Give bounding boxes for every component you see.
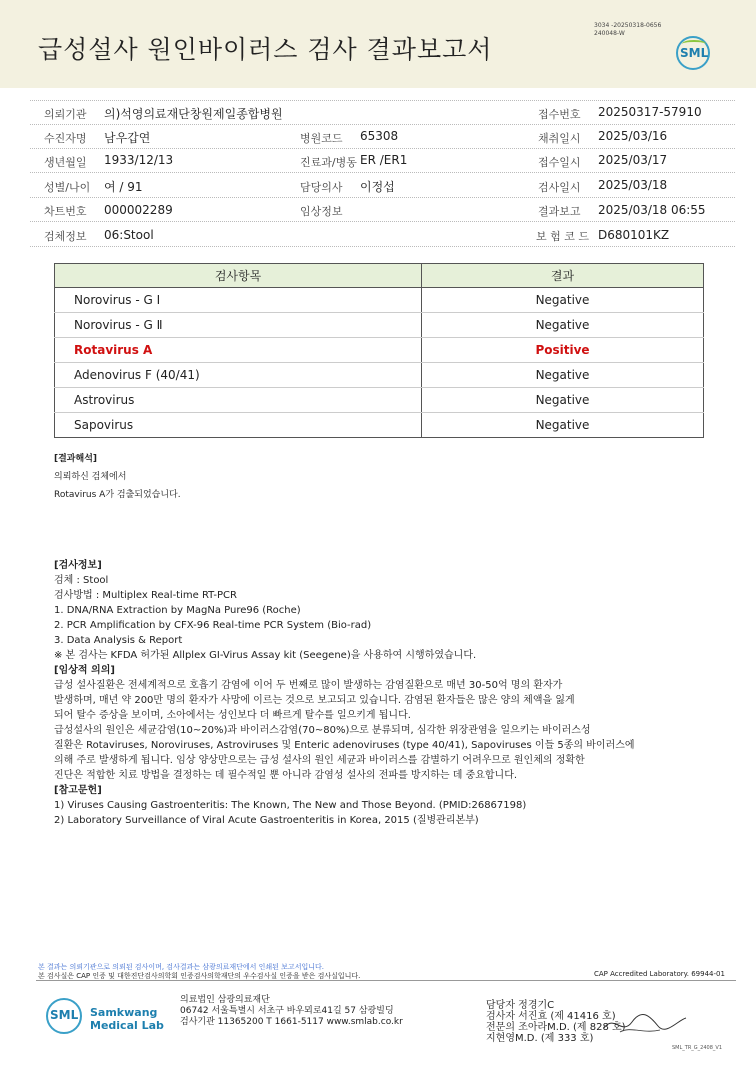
hospital-code-label: 병원코드 <box>300 132 343 145</box>
institution-value: 의)석영의료재단창원제일종합병원 <box>104 107 283 121</box>
logo-text: SML <box>680 46 709 60</box>
footer-notes <box>38 963 360 981</box>
test-result: Negative <box>422 288 704 313</box>
report-title: 급성설사 원인바이러스 검사 결과보고서 <box>38 35 493 64</box>
info-line: 검체 : Stool <box>54 575 109 586</box>
doctor-label: 담당의사 <box>300 181 343 194</box>
info-line: 3. Data Analysis & Report <box>54 635 183 646</box>
insurance-value: D680101KZ <box>598 228 670 242</box>
test-result: Negative <box>422 363 704 388</box>
collected-label: 채취일시 <box>538 132 581 145</box>
footer-note-line: 본 검사실은 CAP 인증 및 대한진단검사의학회 인증검사의학재단의 우수검사실 인증을 받은 검사실입니다. <box>38 972 361 980</box>
references-heading: [참고문헌] <box>54 785 102 796</box>
tested-value: 2025/03/18 <box>598 178 668 192</box>
test-name: Rotavirus A <box>55 338 422 363</box>
test-result: Positive <box>422 338 704 363</box>
divider <box>30 124 735 125</box>
interpretation-line: Rotavirus A가 검출되었습니다. <box>54 490 181 500</box>
table-header-row <box>55 264 704 288</box>
divider <box>30 100 735 101</box>
reported-label: 결과보고 <box>538 205 581 218</box>
test-result: Negative <box>422 388 704 413</box>
table-row <box>55 363 704 388</box>
column-header-result: 결과 <box>422 264 704 288</box>
sex-age-label: 성별/나이 <box>44 181 91 194</box>
divider <box>30 197 735 198</box>
received-label: 접수일시 <box>538 156 581 169</box>
tested-label: 검사일시 <box>538 181 581 194</box>
doctor-value: 이정섭 <box>360 180 395 194</box>
divider <box>30 246 735 247</box>
reported-value: 2025/03/18 06:55 <box>598 203 706 217</box>
address-line: 의료법인 삼광의료재단 <box>180 995 270 1005</box>
test-info-section <box>54 558 635 828</box>
chart-no-label: 차트번호 <box>44 205 87 218</box>
clinical-line: 질환은 Rotaviruses, Noroviruses, Astroviruses 및 Enteric adenoviruses (type 40/41), Sapoviruses 이들 5종의 바이러스에 <box>54 740 635 751</box>
footer-note-line: 본 결과는 의뢰기관으로 의뢰된 검사이며, 검사결과는 삼광의료재단에서 인쇄된 보고서입니다. <box>38 963 324 971</box>
chart-no-value: 000002289 <box>104 203 173 217</box>
cap-accreditation: CAP Accredited Laboratory. 69944-01 <box>594 970 725 978</box>
signatory-line: 전문의 조아라M.D. (제 828 호) <box>486 1022 626 1033</box>
signatory-line: 지현영M.D. (제 333 호) <box>486 1033 594 1044</box>
clinical-label: 임상정보 <box>300 205 343 218</box>
test-info-heading: [검사정보] <box>54 560 102 571</box>
signatory-line: 담당자 정경기C <box>486 1000 555 1011</box>
divider <box>30 172 735 173</box>
table-row-positive <box>55 338 704 363</box>
test-result: Negative <box>422 313 704 338</box>
reference-item: 1) Viruses Causing Gastroenteritis: The Known, The New and Those Beyond. (PMID:26867198) <box>54 800 527 811</box>
institution-label: 의뢰기관 <box>44 108 87 121</box>
specimen-value: 06:Stool <box>104 228 154 242</box>
dept-label: 진료과/병동 <box>300 156 357 169</box>
results-table <box>54 263 704 438</box>
insurance-label: 보 험 코 드 <box>536 230 589 243</box>
info-line: ※ 본 검사는 KFDA 허가된 Allplex GI-Virus Assay kit (Seegene)을 사용하여 시행하였습니다. <box>54 650 477 661</box>
divider <box>30 148 735 149</box>
specimen-label: 검체정보 <box>44 230 87 243</box>
clinical-line: 급성 설사질환은 전세계적으로 호흡기 감염에 이어 두 번째로 많이 발생하는 감염질환으로 매년 30-50억 명의 환자가 <box>54 680 563 691</box>
collected-value: 2025/03/16 <box>598 129 668 143</box>
table-row <box>55 313 704 338</box>
test-name: Astrovirus <box>55 388 422 413</box>
interpretation-line: 의뢰하신 검체에서 <box>54 472 127 482</box>
footer-address <box>180 995 403 1028</box>
test-result: Negative <box>422 413 704 438</box>
column-header-item: 검사항목 <box>55 264 422 288</box>
footer-logo-text: SML <box>50 1008 79 1022</box>
interpretation-heading: [결과해석] <box>54 454 98 464</box>
interpretation-section <box>54 450 181 504</box>
sex-age-value: 여 / 91 <box>104 180 143 194</box>
info-line: 2. PCR Amplification by CFX-96 Real-time PCR System (Bio-rad) <box>54 620 372 631</box>
clinical-line: 되어 탈수 증상을 보이며, 소아에서는 성인보다 더 빠르게 탈수를 일으키게 됩니다. <box>54 710 411 721</box>
dob-label: 생년월일 <box>44 156 87 169</box>
footer-org-name <box>90 1006 164 1032</box>
table-row <box>55 388 704 413</box>
received-value: 2025/03/17 <box>598 153 668 167</box>
document-code: 3034 -20250318-0656 240048-W <box>594 22 662 37</box>
name-label: 수진자명 <box>44 132 87 145</box>
clinical-line: 발생하며, 매년 약 200만 명의 환자가 사망에 이르는 것으로 보고되고 있습니다. 감염된 환자들은 많은 양의 체액을 잃게 <box>54 695 575 706</box>
dob-value: 1933/12/13 <box>104 153 174 167</box>
address-line: 06742 서울특별시 서초구 바우뫼로41길 57 삼광빌딩 <box>180 1006 394 1016</box>
table-row <box>55 413 704 438</box>
info-line: 1. DNA/RNA Extraction by MagNa Pure96 (Roche) <box>54 605 301 616</box>
receipt-no-label: 접수번호 <box>538 108 581 121</box>
test-name: Sapovirus <box>55 413 422 438</box>
clinical-line: 의해 주로 발생하게 됩니다. 임상 양상만으로는 급성 설사의 원인 세균과 바이러스를 감별하기 어려우므로 원인체의 정확한 <box>54 755 585 766</box>
info-line: 검사방법 : Multiplex Real-time RT-PCR <box>54 590 237 601</box>
test-name: Norovirus - G Ⅰ <box>55 288 422 313</box>
test-name: Norovirus - G Ⅱ <box>55 313 422 338</box>
address-line: 검사기관 11365200 T 1661-5117 www.smlab.co.kr <box>180 1017 403 1027</box>
dept-value: ER /ER1 <box>360 153 408 167</box>
org-name-line: Medical Lab <box>90 1019 164 1032</box>
hospital-code-value: 65308 <box>360 129 399 143</box>
reference-item: 2) Laboratory Surveillance of Viral Acute Gastroenteritis in Korea, 2015 (질병관리본부) <box>54 815 479 826</box>
form-version: SML_TR_G_2408_V1 <box>672 1045 723 1051</box>
signature-icon <box>600 1010 690 1038</box>
clinical-heading: [임상적 의의] <box>54 665 115 676</box>
name-value: 남우갑연 <box>104 131 151 145</box>
receipt-no-value: 20250317-57910 <box>598 105 702 119</box>
org-name-line: Samkwang <box>90 1006 158 1019</box>
clinical-line: 진단은 적합한 치료 방법을 결정하는 데 필수적일 뿐 아니라 감염성 설사의 전파를 방지하는 데 중요합니다. <box>54 770 518 781</box>
footer-divider <box>36 980 736 981</box>
test-name: Adenovirus F (40/41) <box>55 363 422 388</box>
table-row <box>55 288 704 313</box>
divider <box>30 221 735 222</box>
clinical-line: 급성설사의 원인은 세균감염(10~20%)과 바이러스감염(70~80%)으로 분류되며, 심각한 위장관염을 일으키는 바이러스성 <box>54 725 591 736</box>
signatory-line: 검사자 서진효 (제 41416 호) <box>486 1011 616 1022</box>
